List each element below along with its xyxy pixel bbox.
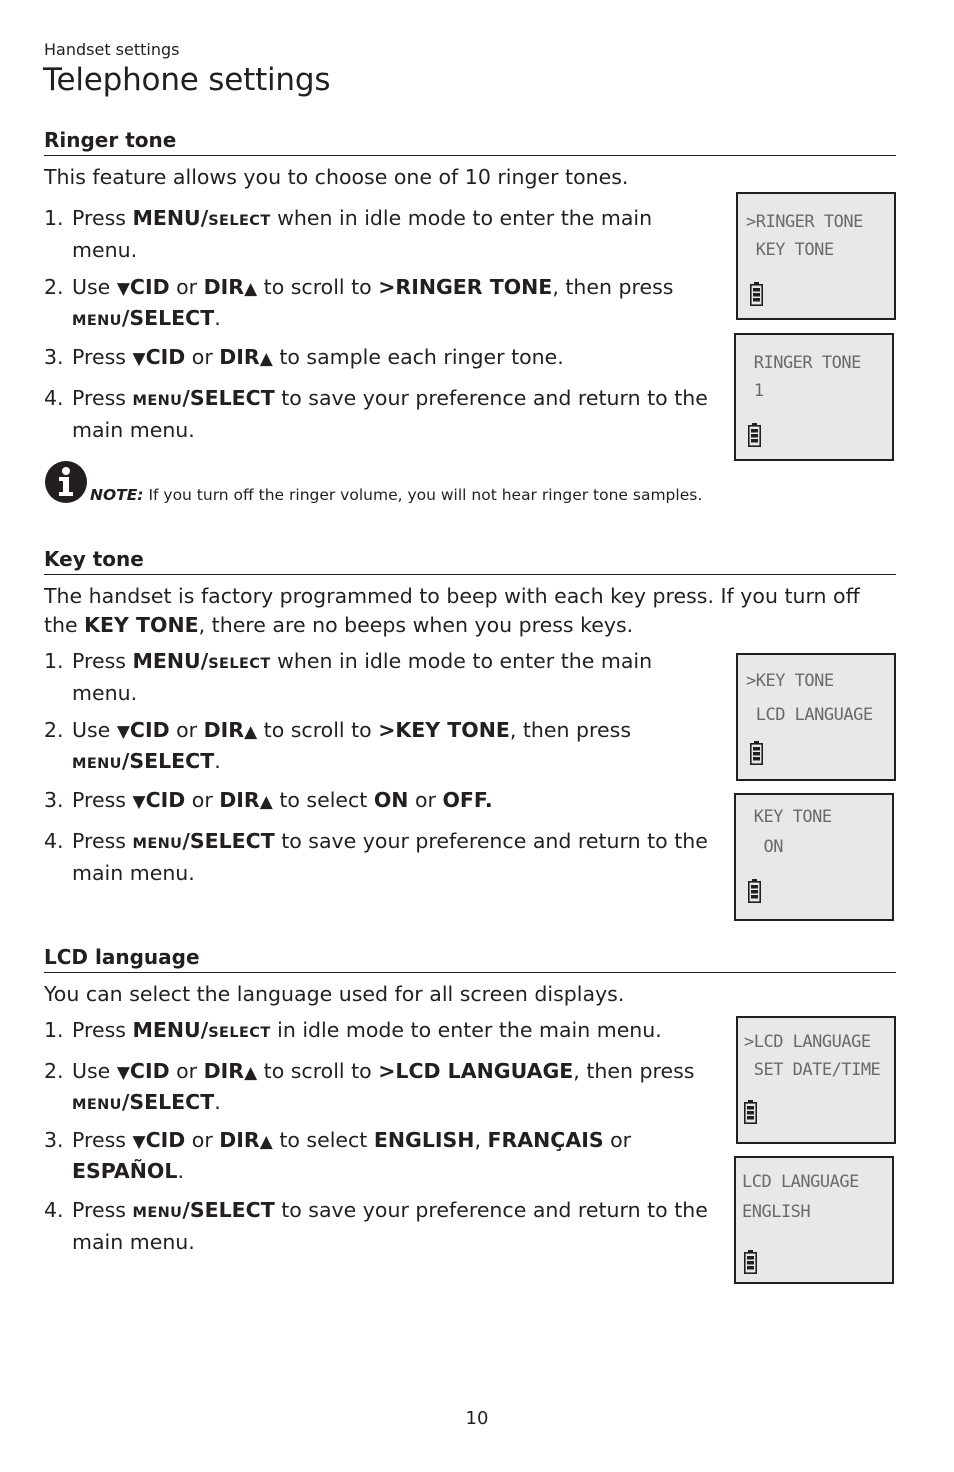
up-arrow-icon: ▲ xyxy=(244,722,258,742)
down-arrow-icon: ▼ xyxy=(116,279,130,299)
key-tone-intro: The handset is factory programmed to beep with each key press. If you turn off the KEY TONE, there are no beeps when you press keys. xyxy=(44,584,860,637)
lcd-language-heading: LCD language xyxy=(44,945,896,973)
note-text: NOTE: If you turn off the ringer volume, you will not hear ringer tone samples. xyxy=(90,486,703,504)
battery-icon xyxy=(748,879,761,903)
key-tone-step-2: 2. Use ▼CID or DIR▲ to scroll to >KEY TONE, then press MENU/SELECT. xyxy=(44,718,632,773)
down-arrow-icon: ▼ xyxy=(116,722,130,742)
lcd-screen-ringer-select: RINGER TONE 1 xyxy=(734,333,894,461)
battery-icon xyxy=(750,741,763,765)
battery-icon xyxy=(750,282,763,306)
lcd-language-step-1: 1. Press MENU/SELECT in idle mode to enter the main menu. xyxy=(44,1018,662,1042)
ringer-step-2: 2. Use ▼CID or DIR▲ to scroll to >RINGER TONE, then press MENU/SELECT. xyxy=(44,275,674,330)
page-number: 10 xyxy=(465,1408,489,1429)
up-arrow-icon: ▲ xyxy=(259,1132,273,1152)
key-tone-heading: Key tone xyxy=(44,547,896,575)
down-arrow-icon: ▼ xyxy=(116,1063,130,1083)
lcd-language-step-2: 2. Use ▼CID or DIR▲ to scroll to >LCD LANGUAGE, then press MENU/SELECT. xyxy=(44,1059,695,1114)
info-icon xyxy=(44,460,88,504)
ringer-step-4: 4. Press MENU/SELECT to save your preference and return to the main menu. xyxy=(44,386,708,442)
key-tone-step-4: 4. Press MENU/SELECT to save your preference and return to the main menu. xyxy=(44,829,708,885)
ringer-tone-heading: Ringer tone xyxy=(44,128,896,156)
battery-icon xyxy=(744,1250,757,1274)
lcd-screen-language-select: LCD LANGUAGE ENGLISH xyxy=(734,1156,894,1284)
lcd-language-intro: You can select the language used for all screen displays. xyxy=(44,982,625,1006)
lcd-screen-key-tone-select: KEY TONE ON xyxy=(734,793,894,921)
battery-icon xyxy=(744,1100,757,1124)
lcd-screen-language-menu: >LCD LANGUAGE SET DATE/TIME xyxy=(736,1016,896,1144)
down-arrow-icon: ▼ xyxy=(132,792,146,812)
key-tone-step-1: 1. Press MENU/SELECT when in idle mode to enter the main menu. xyxy=(44,649,653,705)
ringer-tone-intro: This feature allows you to choose one of 10 ringer tones. xyxy=(44,165,629,189)
section-label: Handset settings xyxy=(44,40,180,59)
page-title: Telephone settings xyxy=(43,62,331,98)
key-tone-step-3: 3. Press ▼CID or DIR▲ to select ON or OFF. xyxy=(44,788,493,812)
up-arrow-icon: ▲ xyxy=(259,792,273,812)
down-arrow-icon: ▼ xyxy=(132,1132,146,1152)
battery-icon xyxy=(748,423,761,447)
lcd-screen-ringer-menu: >RINGER TONE KEY TONE xyxy=(736,192,896,320)
up-arrow-icon: ▲ xyxy=(244,1063,258,1083)
lcd-screen-key-tone-menu: >KEY TONE LCD LANGUAGE xyxy=(736,653,896,781)
up-arrow-icon: ▲ xyxy=(244,279,258,299)
lcd-language-step-4: 4. Press MENU/SELECT to save your preference and return to the main menu. xyxy=(44,1198,708,1254)
lcd-language-step-3: 3. Press ▼CID or DIR▲ to select ENGLISH, FRANÇAIS or ESPAÑOL. xyxy=(44,1128,632,1183)
up-arrow-icon: ▲ xyxy=(259,349,273,369)
down-arrow-icon: ▼ xyxy=(132,349,146,369)
ringer-step-3: 3. Press ▼CID or DIR▲ to sample each ringer tone. xyxy=(44,345,564,369)
ringer-step-1: 1. Press MENU/SELECT when in idle mode to enter the main menu. xyxy=(44,206,653,262)
